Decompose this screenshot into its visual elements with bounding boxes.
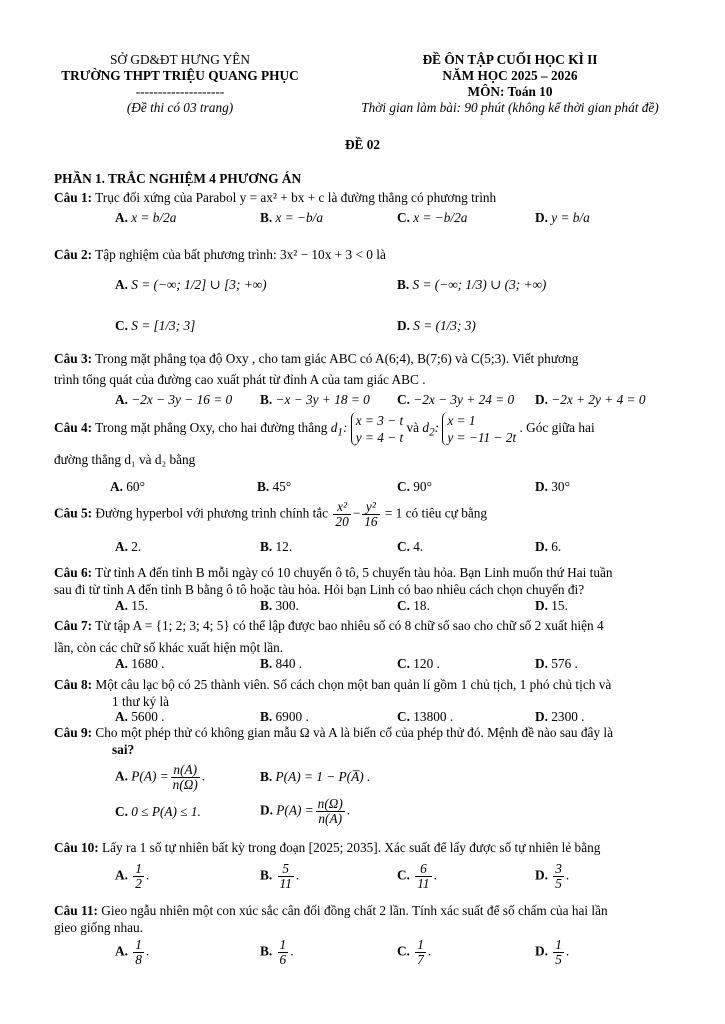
question-1: Câu 1: Trục đối xứng của Parabol y = ax² + bx + c là đường thẳng có phương trình: [54, 190, 497, 205]
question-7: Câu 7: Từ tập A = {1; 2; 3; 4; 5} có thể lập được bao nhiêu số có 8 chữ số sao cho chữ số 2 xuất hiện 4 lần, còn các chữ số khác xuất hiện một lần.: [54, 618, 604, 655]
q3-option-c[interactable]: C. −2x − 3y + 24 = 0: [397, 392, 515, 407]
q6-option-d[interactable]: D. 15.: [535, 598, 568, 613]
q2-option-d[interactable]: D. S = (1/3; 3): [397, 318, 476, 333]
q5-option-a[interactable]: A. 2.: [115, 539, 142, 554]
q3-option-b[interactable]: B. −x − 3y + 18 = 0: [260, 392, 370, 407]
q4-option-a[interactable]: A. 60°: [110, 479, 145, 494]
header-left: [30, 52, 330, 116]
q1-option-b[interactable]: B. x = −b/a: [260, 210, 324, 225]
part1-title: PHẦN 1. TRẮC NGHIỆM 4 PHƯƠNG ÁN: [54, 171, 302, 186]
q7-option-a[interactable]: A. 1680 .: [115, 656, 165, 671]
exam-code: ĐỀ 02: [344, 137, 381, 152]
q9-option-c[interactable]: C. 0 ≤ P(A) ≤ 1.: [115, 804, 201, 819]
q7-option-b[interactable]: B. 840 .: [260, 656, 303, 671]
q7-option-d[interactable]: D. 576 .: [535, 656, 578, 671]
school-year: NĂM HỌC 2025 – 2026: [442, 68, 578, 83]
q11-option-c[interactable]: C. $\frac{1}{7}$ .: [397, 937, 432, 967]
q8-option-a[interactable]: A. 5600 .: [115, 709, 165, 724]
q10-option-b[interactable]: B. $\frac{5}{11}$ .: [260, 861, 300, 891]
q2-option-c[interactable]: C. S = [1/3; 3]: [115, 318, 196, 333]
q6-option-a[interactable]: A. 15.: [115, 598, 148, 613]
q4-option-b[interactable]: B. 45°: [257, 479, 292, 494]
q3-option-d[interactable]: D. −2x + 2y + 4 = 0: [535, 392, 646, 407]
question-6: Câu 6: Từ tỉnh A đến tỉnh B mỗi ngày có 10 chuyến ô tô, 5 chuyến tàu hỏa. Bạn Linh muốn thứ Hai tuần sau đi từ tỉnh A đến tỉnh B bằng ô tô hoặc tàu hỏa. Hỏi bạn Linh có bao nhiêu cách chọn chuyến đi?: [54, 565, 613, 597]
q1-option-a[interactable]: A. x = b/2a: [115, 210, 177, 225]
q7-option-c[interactable]: C. 120 .: [397, 656, 440, 671]
page-count-note: (Đề thi có 03 trang): [126, 100, 234, 115]
question-8: Câu 8: Một câu lạc bộ có 25 thành viên. Số cách chọn một ban quản lí gồm 1 chủ tịch, 1 phó chủ tịch và 1 thư ký là: [54, 677, 612, 709]
question-4: Câu 4: Trong mặt phẳng Oxy, cho hai đường thẳng $d_1$: x = 3 − t y = 4 − t và $d_2$: x = 1 y = −11 − 2t . Góc giữa hai đường thẳng d₁ và d₂ bằng: [54, 413, 595, 467]
q10-option-a[interactable]: A. $\frac{1}{2}$ .: [115, 861, 150, 891]
q11-option-d[interactable]: D. $\frac{1}{5}$ .: [535, 937, 570, 967]
time-limit: Thời gian làm bài: 90 phút (không kể thời gian phát đề): [361, 100, 659, 115]
line-d1-system: x = 3 − t y = 4 − t: [351, 412, 404, 446]
question-11: Câu 11: Gieo ngẫu nhiên một con xúc sắc cân đối đồng chất 2 lần. Tính xác suất để số chấm của hai lần gieo giống nhau.: [54, 903, 608, 935]
q9-option-d[interactable]: D. P(A) = $\frac{n(\Omega)}{n(A)}$ .: [260, 796, 351, 826]
q6-option-b[interactable]: B. 300.: [260, 598, 299, 613]
q1-option-d[interactable]: D. y = b/a: [535, 210, 590, 225]
school-name: TRƯỜNG THPT TRIỆU QUANG PHỤC: [61, 68, 299, 83]
q8-option-d[interactable]: D. 2300 .: [535, 709, 585, 724]
q5-option-b[interactable]: B. 12.: [260, 539, 293, 554]
q6-option-c[interactable]: C. 18.: [397, 598, 430, 613]
question-2: Câu 2: Tập nghiệm của bất phương trình: 3x² − 10x + 3 < 0 là: [54, 247, 386, 262]
q4-option-c[interactable]: C. 90°: [397, 479, 432, 494]
question-3: Câu 3: Trong mặt phẳng tọa độ Oxy , cho tam giác ABC có A(6;4), B(7;6) và C(5;3). Viết phương trình tổng quát của đường cao xuất phát từ đỉnh A của tam giác ABC .: [54, 351, 579, 387]
question-2-text: Tập nghiệm của bất phương trình: 3x² − 10x + 3 < 0 là: [95, 247, 386, 262]
q9-option-b[interactable]: B. P(A) = 1 − P(A̅) .: [260, 769, 371, 784]
q1-option-c[interactable]: C. x = −b/2a: [397, 210, 468, 225]
line-d2-system: x = 1 y = −11 − 2t: [442, 412, 516, 446]
q11-option-a[interactable]: A. $\frac{1}{8}$ .: [115, 937, 150, 967]
q8-option-c[interactable]: C. 13800 .: [397, 709, 454, 724]
department-name: SỞ GD&ĐT HƯNG YÊN: [110, 52, 250, 67]
q11-option-b[interactable]: B. $\frac{1}{6}$ .: [260, 937, 294, 967]
q2-option-a[interactable]: A. S = (−∞; 1/2] ∪ [3; +∞): [115, 277, 267, 292]
q8-option-b[interactable]: B. 6900 .: [260, 709, 309, 724]
q2-option-b[interactable]: B. S = (−∞; 1/3) ∪ (3; +∞): [397, 277, 547, 292]
q10-option-c[interactable]: C. $\frac{6}{11}$ .: [397, 861, 437, 891]
q9-option-a[interactable]: A. P(A) = $\frac{n(A)}{n(\Omega)}$ .: [115, 762, 206, 792]
q5-option-c[interactable]: C. 4.: [397, 539, 424, 554]
separator: --------------------: [135, 84, 225, 99]
question-10: Câu 10: Lấy ra 1 số tự nhiên bất kỳ trong đoạn [2025; 2035]. Xác suất để lấy được số tự nhiên lẻ bằng: [54, 840, 601, 855]
subject: MÔN: Toán 10: [467, 84, 553, 99]
q10-option-d[interactable]: D. $\frac{3}{5}$ .: [535, 861, 570, 891]
question-9: Câu 9: Cho một phép thử có không gian mẫu Ω và A là biến cố của phép thử đó. Mệnh đề nào sau đây là sai?: [54, 725, 614, 757]
q3-option-a[interactable]: A. −2x − 3y − 16 = 0: [115, 392, 233, 407]
q4-option-d[interactable]: D. 30°: [535, 479, 570, 494]
question-5: Câu 5: Đường hyperbol với phương trình chính tắc $\frac{\text{x²}}{20}$ − $\frac{\text{y²}}{16}$ = 1 có tiêu cự bằng: [54, 499, 488, 529]
exam-title: ĐỀ ÔN TẬP CUỐI HỌC KÌ II: [422, 52, 598, 67]
question-1-text: Trục đối xứng của Parabol y = ax² + bx + c là đường thẳng có phương trình: [95, 190, 497, 205]
header-right: [320, 52, 700, 116]
q5-option-d[interactable]: D. 6.: [535, 539, 562, 554]
